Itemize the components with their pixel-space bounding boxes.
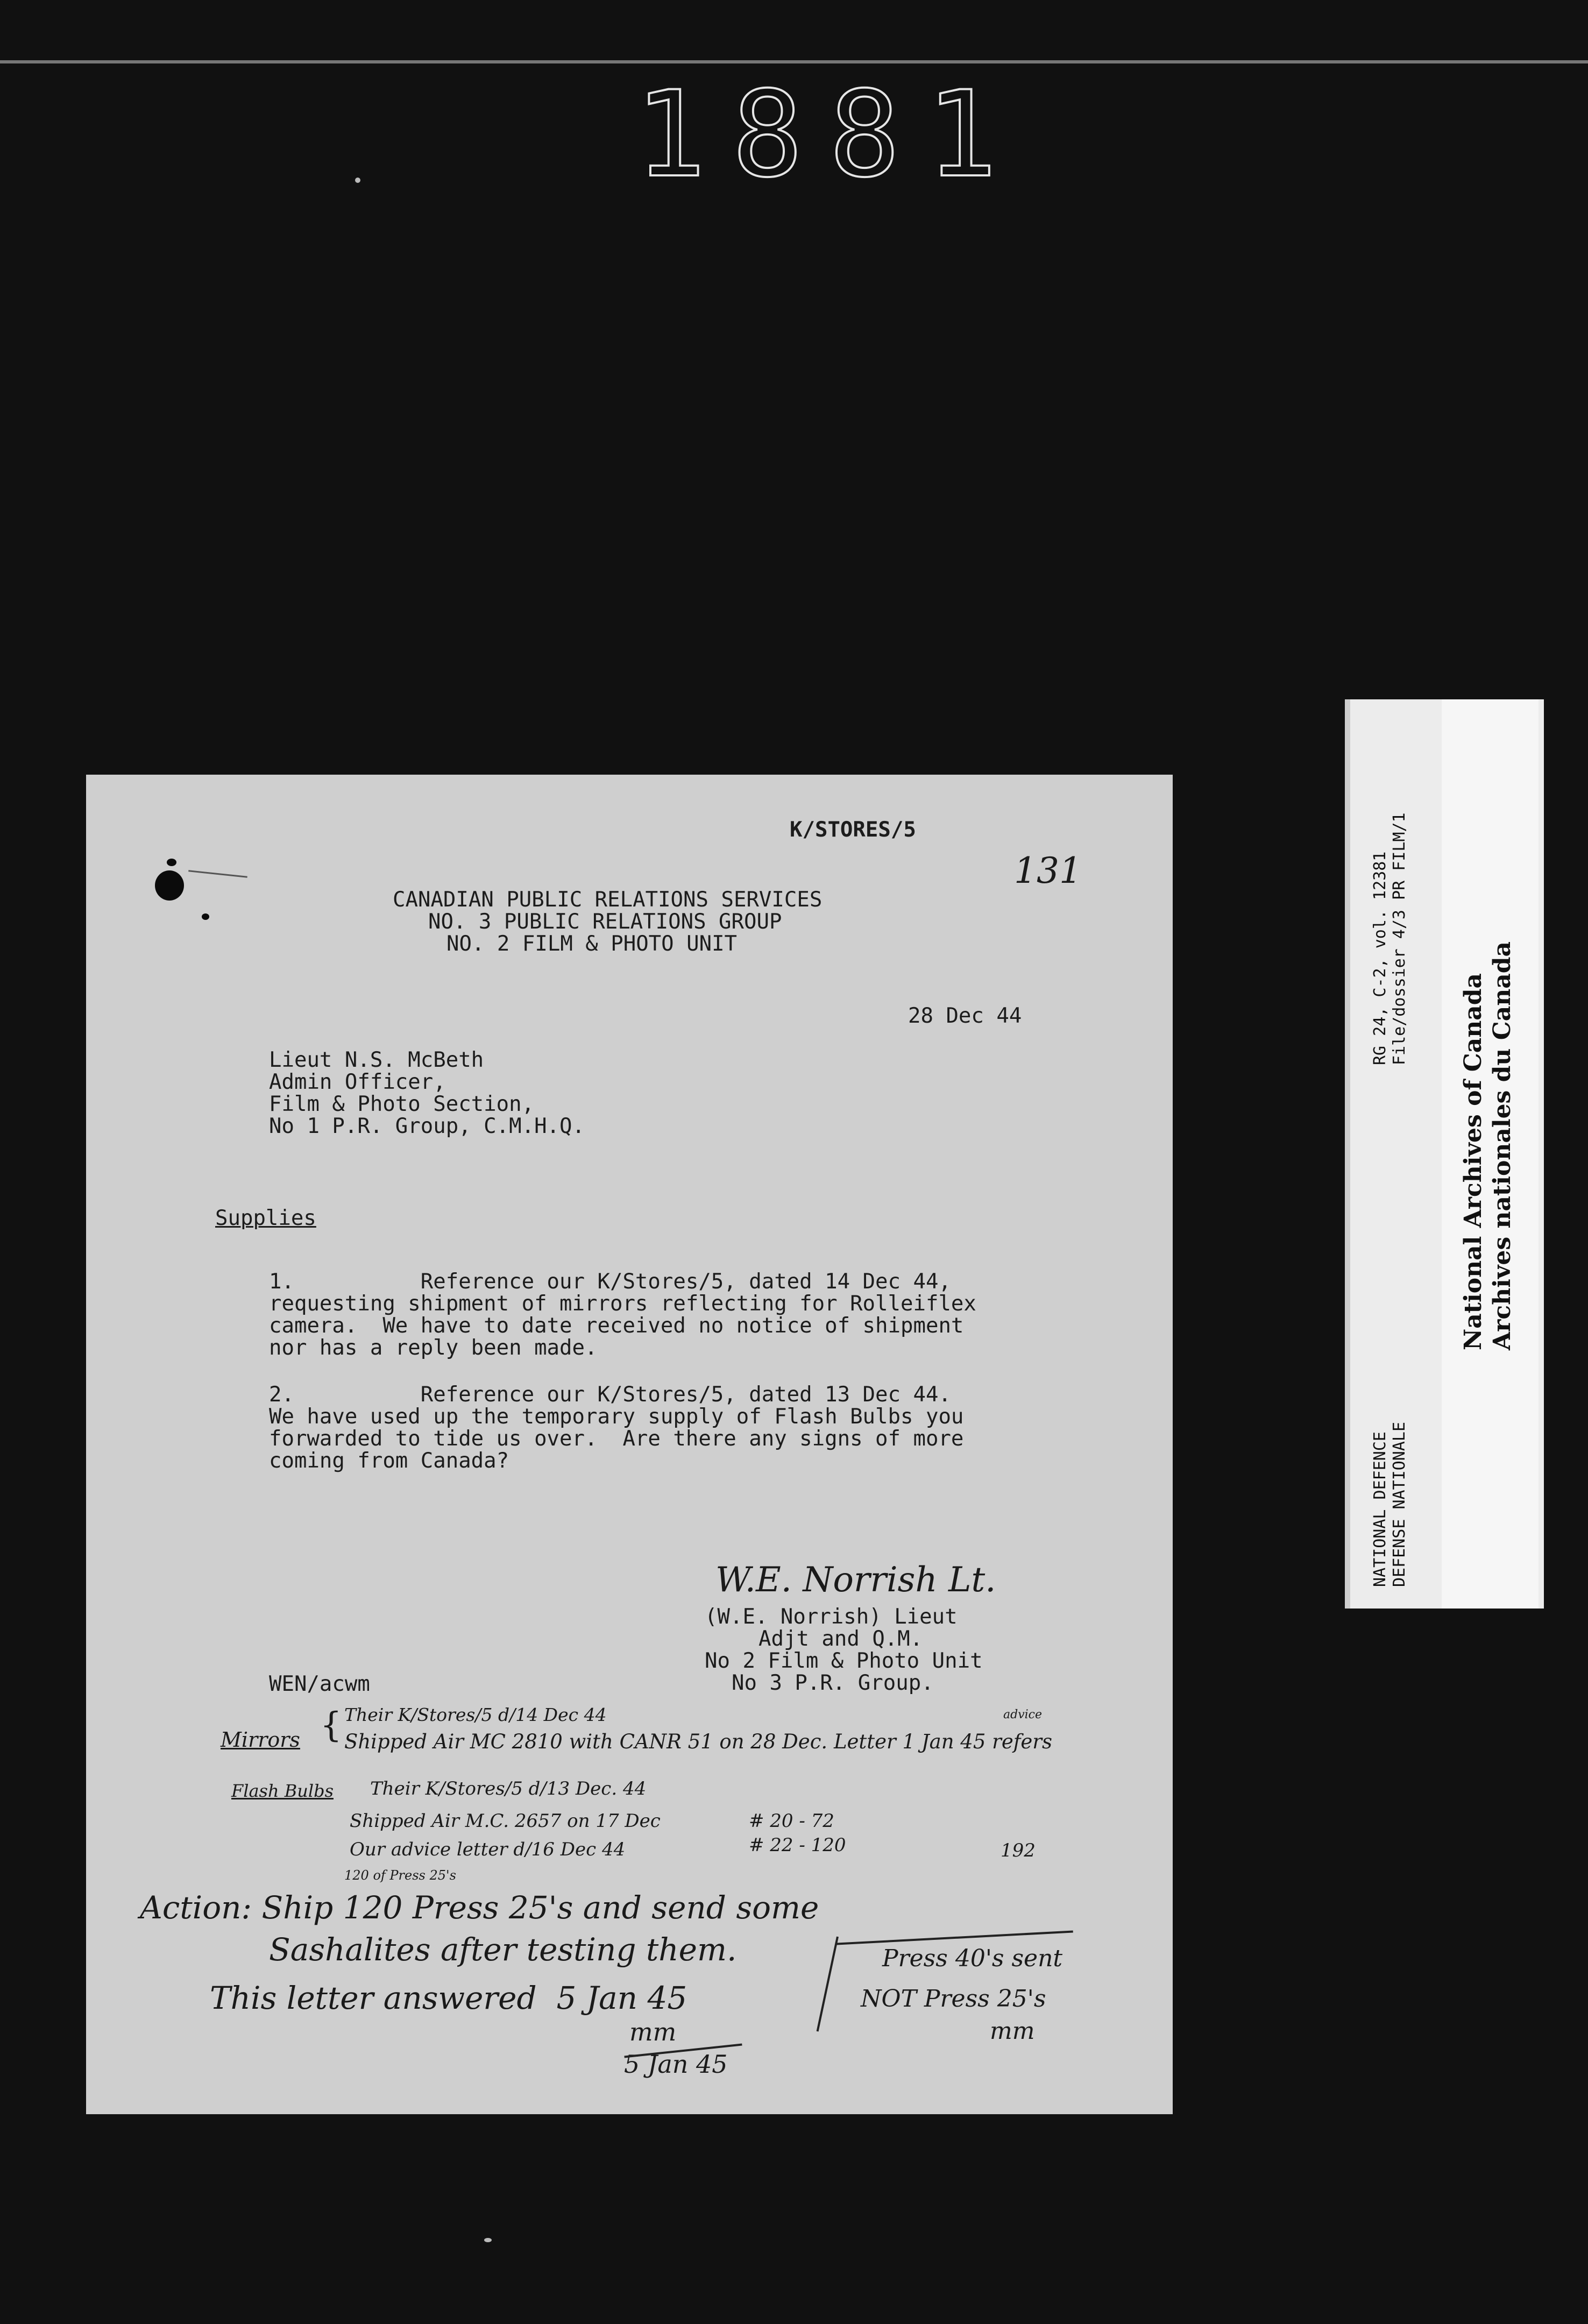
annotation-label: Flash Bulbs [231,1781,334,1801]
annotation-line: Their K/Stores/5 d/13 Dec. 44 [370,1778,647,1799]
annotation-line: Shipped Air MC 2810 with CANR 51 on 28 Dec. Letter 1 Jan 45 refers [344,1730,1052,1753]
paragraph-line: requesting shipment of mirrors reflecting for Rolleiflex [269,1292,976,1316]
annotation-line: Sashalites after testing them. [269,1931,737,1968]
paragraph-line: nor has a reply been made. [269,1336,598,1360]
letterhead-line: NO. 2 FILM & PHOTO UNIT [446,932,738,956]
frame-number: 1881 [635,66,1023,203]
letter-date: 28 Dec 44 [908,1004,1022,1028]
file-reference: K/STORES/5 [790,818,916,842]
paragraph-line: 2. Reference our K/Stores/5, dated 13 Dec 44. [269,1383,951,1407]
letterhead-line: CANADIAN PUBLIC RELATIONS SERVICES [393,888,823,912]
annotation-insert: advice [1003,1708,1043,1721]
addressee-line: Lieut N.S. McBeth [269,1048,484,1072]
annotation-line: Our advice letter d/16 Dec 44 [350,1839,626,1860]
signature-block-line: No 2 Film & Photo Unit [705,1649,983,1673]
letterhead-line: NO. 3 PUBLIC RELATIONS GROUP [428,910,782,934]
paragraph-line: We have used up the temporary supply of Flash Bulbs you [269,1405,964,1429]
annotation-initials: mm [990,2017,1035,2045]
annotation-count: # 20 - 72 [749,1810,834,1832]
film-speck [355,178,360,183]
addressee-line: Admin Officer, [269,1070,446,1094]
annotation-count: # 22 - 120 [749,1834,846,1856]
annotation-insert: 120 of Press 25's [344,1868,456,1883]
department-line: NATIONAL DEFENCE [1371,1432,1390,1587]
reference-initials: WEN/acwm [269,1672,370,1696]
subject-heading: Supplies [215,1206,316,1230]
punch-hole-mark [155,870,184,901]
film-edge-rule [0,60,1588,63]
paragraph-line: forwarded to tide us over. Are there any signs of more [269,1427,964,1451]
folio-number: 131 [1014,850,1082,891]
annotation-initials: mm [629,2017,677,2046]
handwritten-signature: W.E. Norrish Lt. [715,1560,996,1600]
department-line: DEFENSE NATIONALE [1390,1421,1409,1587]
letter-sheet [86,775,1173,2114]
addressee-line: Film & Photo Section, [269,1092,535,1116]
film-speck [484,2238,492,2242]
paragraph-line: coming from Canada? [269,1449,509,1473]
box-side-stroke [817,1937,839,2032]
annotation-line: Action: Ship 120 Press 25's and send some [140,1889,819,1926]
ink-mark [202,913,209,920]
institution-line: National Archives of Canada [1459,973,1487,1350]
annotation-label: Mirrors [221,1728,300,1752]
institution-name [1459,941,1517,1350]
signature-block-line: (W.E. Norrish) Lieut [705,1605,958,1629]
signature-block-line: Adjt and Q.M. [758,1627,923,1651]
annotation-line: Press 40's sent [882,1945,1063,1972]
reference-line: RG 24, C-2, vol. 12381 [1371,851,1390,1065]
annotation-date: 5 Jan 45 [624,2050,728,2079]
paragraph-line: 1. Reference our K/Stores/5, dated 14 Dec 44, [269,1270,951,1294]
ink-mark [167,859,176,866]
reference-line: File/dossier 4/3 PR FILM/1 [1390,812,1409,1065]
annotation-line: Shipped Air M.C. 2657 on 17 Dec [350,1810,661,1832]
brace-mark: { [320,1705,342,1745]
archive-reference [1371,812,1409,1065]
ink-stroke [188,870,247,877]
annotation-line: Their K/Stores/5 d/14 Dec 44 [344,1704,607,1725]
box-top-stroke [836,1930,1073,1945]
institution-line: Archives nationales du Canada [1488,941,1516,1350]
annotation-line: NOT Press 25's [861,1985,1046,2013]
archive-institution-tab [1442,699,1539,1609]
annotation-line: This letter answered 5 Jan 45 [210,1980,687,2016]
department-label [1371,1422,1409,1587]
paragraph-line: camera. We have to date received no notice of shipment [269,1314,964,1338]
addressee-line: No 1 P.R. Group, C.M.H.Q. [269,1114,585,1138]
signature-block-line: No 3 P.R. Group. [732,1671,934,1695]
annotation-total: 192 [1001,1840,1036,1861]
